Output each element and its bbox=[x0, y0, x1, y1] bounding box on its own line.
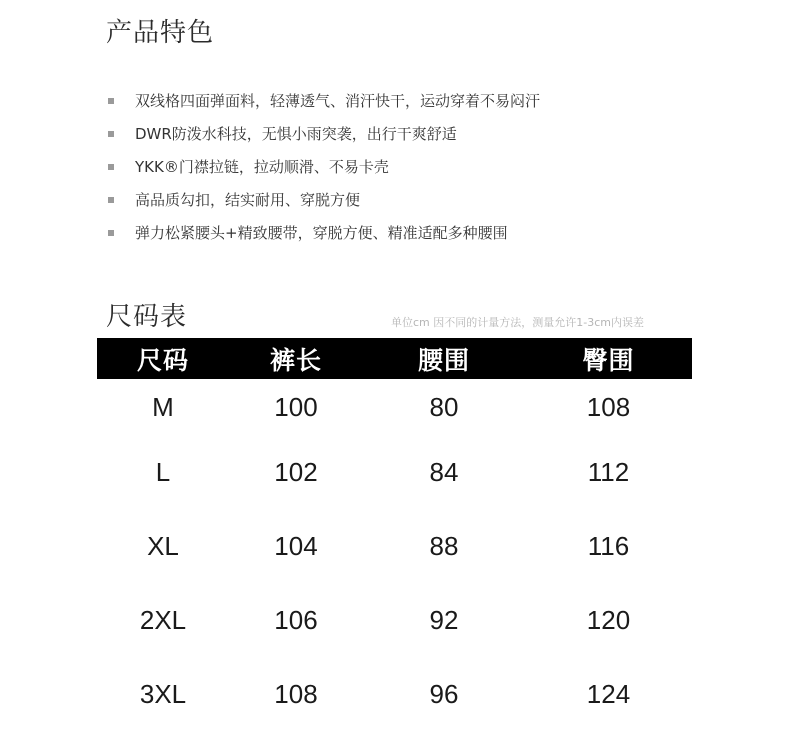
table-body bbox=[97, 379, 692, 731]
cell-waist: 96 bbox=[429, 678, 459, 709]
table-row bbox=[97, 379, 692, 435]
table-row bbox=[97, 509, 692, 583]
cell-waist: 80 bbox=[429, 391, 459, 422]
feature-text: 高品质勾扣，结实耐用、穿脱方便 bbox=[135, 191, 361, 209]
table-header bbox=[97, 338, 692, 379]
cell-waist: 92 bbox=[429, 604, 459, 635]
cell-waist: 84 bbox=[429, 456, 459, 487]
bullet-icon bbox=[108, 98, 114, 104]
header-length: 裤长 bbox=[269, 345, 322, 375]
header-hip: 臀围 bbox=[582, 345, 635, 375]
cell-length: 104 bbox=[274, 530, 318, 561]
cell-length: 102 bbox=[274, 456, 318, 487]
feature-text: 双线格四面弹面料，轻薄透气、消汗快干，运动穿着不易闷汗 bbox=[135, 92, 541, 110]
bullet-icon bbox=[108, 230, 114, 236]
cell-size: 2XL bbox=[139, 604, 187, 635]
feature-text: YKK®门襟拉链，拉动顺滑、不易卡壳 bbox=[135, 158, 389, 176]
cell-size: M bbox=[152, 391, 174, 422]
cell-hip: 124 bbox=[586, 678, 631, 709]
feature-item bbox=[108, 150, 540, 183]
size-chart-title: 尺码表 bbox=[106, 302, 188, 332]
bullet-icon bbox=[108, 131, 114, 137]
feature-item bbox=[108, 216, 540, 249]
header-size: 尺码 bbox=[136, 345, 189, 375]
cell-size: 3XL bbox=[139, 678, 187, 709]
feature-text: DWR防泼水科技，无惧小雨突袭，出行干爽舒适 bbox=[135, 125, 457, 143]
table-row bbox=[97, 583, 692, 657]
bullet-icon bbox=[108, 164, 114, 170]
feature-list bbox=[108, 84, 540, 249]
size-table bbox=[97, 338, 692, 731]
cell-size: XL bbox=[147, 530, 179, 561]
feature-item bbox=[108, 183, 540, 216]
feature-item bbox=[108, 117, 540, 150]
cell-hip: 116 bbox=[587, 530, 630, 561]
bullet-icon bbox=[108, 197, 114, 203]
cell-length: 100 bbox=[274, 391, 318, 422]
header-waist: 腰围 bbox=[417, 345, 470, 375]
cell-hip: 120 bbox=[586, 604, 631, 635]
table-row bbox=[97, 435, 692, 509]
features-title: 产品特色 bbox=[106, 18, 215, 48]
feature-text: 弹力松紧腰头+精致腰带，穿脱方便、精准适配多种腰围 bbox=[135, 224, 508, 242]
table-row bbox=[97, 657, 692, 731]
feature-item bbox=[108, 84, 540, 117]
cell-waist: 88 bbox=[429, 530, 459, 561]
cell-hip: 112 bbox=[587, 456, 630, 487]
cell-length: 108 bbox=[274, 678, 318, 709]
measurement-note: 单位cm 因不同的计量方法，测量允许1-3cm内误差 bbox=[391, 316, 644, 329]
cell-length: 106 bbox=[274, 604, 318, 635]
cell-size: L bbox=[155, 456, 171, 487]
cell-hip: 108 bbox=[586, 391, 631, 422]
